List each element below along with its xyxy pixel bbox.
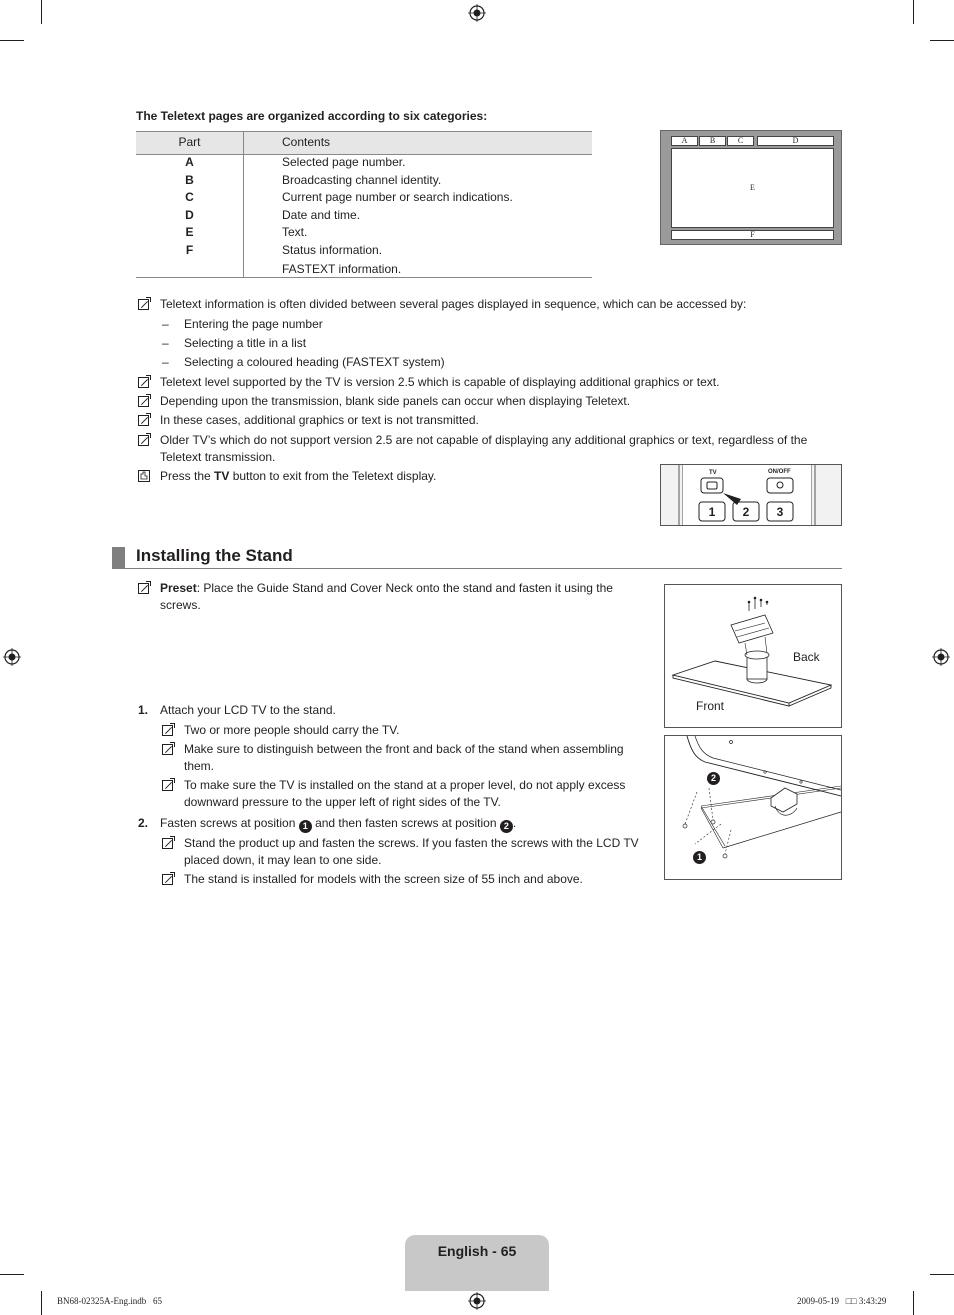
diagram-region-a [671, 136, 698, 146]
tv-button-name: TV [214, 469, 230, 483]
diagram-label-d: D [792, 136, 799, 145]
section-title: Installing the Stand [136, 546, 293, 565]
registration-mark-icon [932, 648, 950, 666]
step-text-part: and then fasten screws at position [311, 816, 500, 830]
table-cell-contents: Status information. [282, 243, 383, 257]
table-cell-part: B [185, 173, 194, 187]
note-text: Stand the product up and fasten the screws. If you fasten the screws with the LCD TV placed down, it may lean to one side. [184, 836, 639, 867]
key-3: 3 [776, 505, 784, 519]
step-text-part: . [512, 816, 517, 830]
diagram-region-b [699, 136, 726, 146]
step-text: Attach your LCD TV to the stand. [160, 703, 336, 717]
note-text [160, 468, 436, 485]
footer-filename: BN68-02325A-Eng.indb 65 [57, 1296, 162, 1306]
note-icon [162, 725, 173, 736]
note-text: Teletext information is often divided between several pages displayed in sequence, which can be accessed by: [160, 297, 747, 311]
crop-mark [913, 0, 914, 24]
table-divider [243, 131, 244, 278]
teletext-heading: The Teletext pages are organized according to six categories: [136, 109, 488, 123]
note-icon [138, 415, 149, 426]
diagram-region-f [671, 230, 834, 240]
page-number: English - 65 [437, 1243, 517, 1259]
position-1-marker: 1 [693, 851, 706, 864]
note-text: To make sure the TV is installed on the stand at a proper level, do not apply excess downward pressure to the upper left of right sides of the TV. [184, 778, 626, 809]
note-icon [138, 377, 149, 388]
note-text: The stand is installed for models with the screen size of 55 inch and above. [184, 872, 583, 886]
table-cell-contents: FASTEXT information. [282, 262, 402, 276]
table-cell-contents: Text. [282, 225, 308, 239]
note-icon [162, 744, 173, 755]
list-item: Selecting a title in a list [184, 336, 307, 350]
crop-mark [0, 40, 24, 41]
dash-bullet: – [162, 355, 169, 369]
crop-mark [41, 0, 42, 24]
note-text: Depending upon the transmission, blank side panels can occur when displaying Teletext. [160, 394, 631, 408]
note-icon [162, 780, 173, 791]
position-2-marker: 2 [707, 772, 720, 785]
diagram-label-f: F [750, 230, 755, 239]
position-2-badge: 2 [500, 820, 513, 833]
footer-timestamp: 2009-05-19 □□ 3:43:29 [797, 1296, 887, 1306]
table-cell-contents: Broadcasting channel identity. [282, 173, 442, 187]
table-cell-part: E [185, 225, 194, 239]
list-item: Entering the page number [184, 317, 323, 331]
screw-illustration [665, 736, 841, 879]
diagram-region-d [757, 136, 834, 146]
note-icon [162, 838, 173, 849]
diagram-label-c: C [737, 136, 744, 145]
note-text: In these cases, additional graphics or text is not transmitted. [160, 413, 479, 427]
key-1: 1 [708, 505, 716, 519]
column-header-contents: Contents [282, 135, 331, 149]
diagram-label-b: B [709, 136, 716, 145]
list-item: Selecting a coloured heading (FASTEXT system) [184, 355, 445, 369]
note-icon [162, 874, 173, 885]
table-cell-part: F [185, 243, 194, 257]
diagram-region-e [671, 148, 834, 228]
diagram-label-e: E [750, 183, 755, 192]
position-1-badge: 1 [299, 820, 312, 833]
note-text: Teletext level supported by the TV is version 2.5 which is capable of displaying additional graphics or text. [160, 375, 720, 389]
note-icon [138, 299, 149, 310]
diagram-label-a: A [681, 136, 688, 145]
crop-mark [41, 1291, 42, 1315]
crop-mark [930, 40, 954, 41]
table-cell-part: A [185, 155, 194, 169]
note-text: Two or more people should carry the TV. [184, 723, 400, 737]
back-label: Back [793, 650, 820, 664]
diagram-region-c [727, 136, 754, 146]
section-marker [112, 547, 125, 569]
note-text-part: Press the [160, 469, 215, 483]
registration-mark-icon [468, 4, 486, 22]
stand-screw-figure [664, 735, 842, 880]
step-number: 1. [138, 703, 149, 717]
note-icon [138, 396, 149, 407]
dash-bullet: – [162, 336, 169, 350]
table-cell-part: C [185, 190, 194, 204]
preset-label: Preset [160, 581, 197, 595]
note-text: Older TV’s which do not support version 2.5 are not capable of displaying any additional graphics or text, regardless of the Teletext transmission. [160, 433, 808, 464]
note-icon [138, 435, 149, 446]
onoff-button-label: ON/OFF [768, 469, 791, 475]
preset-description: : Place the Guide Stand and Cover Neck onto the stand and fasten it using the screws. [160, 581, 613, 612]
front-label: Front [696, 699, 725, 713]
note-text-part: button to exit from the Teletext display. [229, 469, 437, 483]
teletext-screen-diagram [660, 130, 842, 245]
dash-bullet: – [162, 317, 169, 331]
preset-text [160, 580, 640, 614]
crop-mark [0, 1274, 24, 1275]
table-cell-part: D [185, 208, 194, 222]
tv-button-label: TV [709, 470, 717, 476]
table-cell-contents: Date and time. [282, 208, 361, 222]
crop-mark [930, 1274, 954, 1275]
key-2: 2 [742, 505, 750, 519]
stand-assembly-figure [664, 584, 842, 728]
note-icon [138, 583, 149, 594]
remote-button-icon [138, 470, 150, 482]
step-text-part: Fasten screws at position [160, 816, 299, 830]
registration-mark-icon [3, 648, 21, 666]
table-cell-contents: Selected page number. [282, 155, 406, 169]
registration-mark-icon [468, 1292, 486, 1310]
step-text [160, 815, 516, 833]
section-rule [125, 568, 842, 569]
step-number: 2. [138, 816, 149, 830]
crop-mark [913, 1291, 914, 1315]
column-header-part: Part [178, 135, 201, 149]
table-cell-contents: Current page number or search indications. [282, 190, 513, 204]
remote-control-figure [660, 464, 842, 526]
note-text: Make sure to distinguish between the front and back of the stand when assembling them. [184, 742, 624, 773]
